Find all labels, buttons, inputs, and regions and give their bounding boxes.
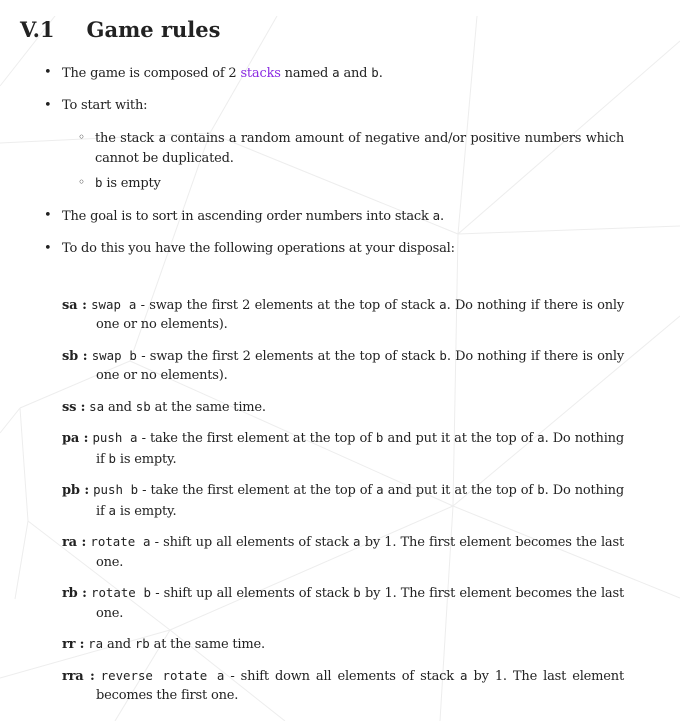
text-run: To start with: (62, 98, 148, 113)
op-label: rb : (62, 586, 87, 601)
operation-ra (62, 532, 624, 572)
text-run: To do this you have the following operations at your disposal: (62, 241, 455, 256)
operation-rr (62, 634, 624, 655)
text-run: contains a random amount of negative and/or positive numbers which cannot be duplicated. (95, 131, 625, 166)
bullet-icon: • (44, 98, 52, 113)
text-run: - shift up all elements of stack (150, 586, 354, 601)
code-text: a (158, 130, 166, 145)
op-label: ss : (62, 399, 86, 415)
text-run: . (378, 66, 383, 81)
text-run: . Do nothing if (96, 483, 624, 519)
operation-rb (62, 583, 624, 623)
list-item (44, 206, 624, 227)
text-run: . Do nothing if there is only one or no elements). (96, 348, 624, 383)
bullet-icon: • (44, 65, 52, 80)
code-text: rb (134, 636, 150, 651)
operation-ss (62, 397, 624, 418)
rules-list (44, 63, 625, 259)
code-text: b (353, 585, 361, 600)
list-item (44, 239, 624, 259)
code-text: b (537, 482, 545, 497)
text-run: - swap the first 2 elements at the top of stack (136, 348, 440, 364)
operation-sb (62, 346, 624, 386)
op-label: sa : (62, 297, 87, 313)
code-text: rotate b (91, 585, 151, 600)
text-run: is empty (102, 176, 161, 191)
code-text: a (376, 482, 384, 497)
code-text: push a (92, 430, 138, 445)
code-text: rotate a (90, 534, 151, 549)
text-run: is empty. (115, 503, 177, 519)
list-item (44, 96, 625, 194)
code-text: a (537, 430, 545, 445)
section-title: Game rules (86, 17, 221, 42)
code-text: a (353, 534, 361, 549)
stacks-link[interactable]: stacks (240, 66, 281, 81)
code-text: b (108, 450, 116, 466)
text-run: - take the first element at the top of (137, 431, 376, 446)
bullet-icon: • (44, 241, 52, 256)
text-run: the stack (95, 131, 159, 146)
code-text: a (459, 667, 468, 683)
code-text: a (439, 296, 447, 312)
text-run: and put it at the top of (383, 483, 538, 498)
op-label: rr : (62, 637, 85, 652)
list-item (78, 128, 625, 168)
text-run: at the same time. (150, 399, 266, 415)
code-text: a (432, 208, 441, 223)
code-text: a (332, 65, 340, 80)
op-label: pa : (62, 431, 89, 446)
text-run: . Do nothing if (96, 431, 624, 467)
text-run: is empty. (115, 451, 177, 467)
text-run: by 1. The first element becomes the last one. (96, 586, 624, 621)
text-run: and put it at the top of (383, 431, 538, 446)
sub-list (78, 128, 625, 194)
list-item (44, 63, 624, 84)
text-run: at the same time. (149, 637, 265, 652)
operation-pb (62, 480, 624, 521)
code-text: sa (89, 398, 105, 414)
op-label: rra : (62, 668, 95, 684)
code-text: b (95, 175, 103, 190)
text-run: . Do nothing if there is only one or no elements). (96, 297, 624, 332)
code-text: b (439, 347, 447, 363)
text-run: named (280, 66, 333, 81)
text-run: and (104, 399, 136, 415)
code-text: swap a (91, 296, 137, 312)
text-run: The goal is to sort in ascending order numbers into stack (62, 209, 433, 224)
bullet-icon: • (44, 208, 52, 223)
section-number: V.1 (20, 17, 55, 42)
code-text: push b (93, 482, 139, 497)
code-text: ra (88, 636, 104, 651)
operation-sa (62, 295, 624, 335)
code-text: reverse rotate a (100, 667, 225, 683)
operation-pa (62, 428, 624, 469)
section-heading (20, 16, 680, 43)
op-label: sb : (62, 348, 88, 364)
text-run: and (339, 66, 372, 81)
text-run: - swap the first 2 elements at the top of stack (136, 297, 440, 313)
code-text: sb (135, 398, 151, 414)
text-run: - shift down all elements of stack (224, 668, 460, 684)
code-text: b (375, 430, 384, 445)
text-run: - take the first element at the top of (138, 483, 377, 498)
text-run: and (103, 637, 135, 652)
operations-list (62, 295, 624, 706)
document-page (0, 16, 680, 706)
text-run: - shift up all elements of stack (150, 535, 354, 550)
text-run: by 1. The last element becomes the first one. (96, 668, 624, 703)
code-text: swap b (91, 347, 137, 363)
code-text: a (108, 502, 116, 518)
op-label: pb : (62, 483, 89, 498)
text-run: . (440, 209, 444, 224)
list-item (78, 173, 624, 194)
circle-bullet-icon: ◦ (78, 130, 86, 144)
circle-bullet-icon: ◦ (78, 175, 86, 189)
text-run: The game is composed of 2 (62, 66, 241, 81)
code-text: b (371, 65, 379, 80)
operation-rra (62, 666, 624, 706)
op-label: ra : (62, 535, 87, 550)
text-run: by 1. The first element becomes the last one. (96, 535, 624, 570)
